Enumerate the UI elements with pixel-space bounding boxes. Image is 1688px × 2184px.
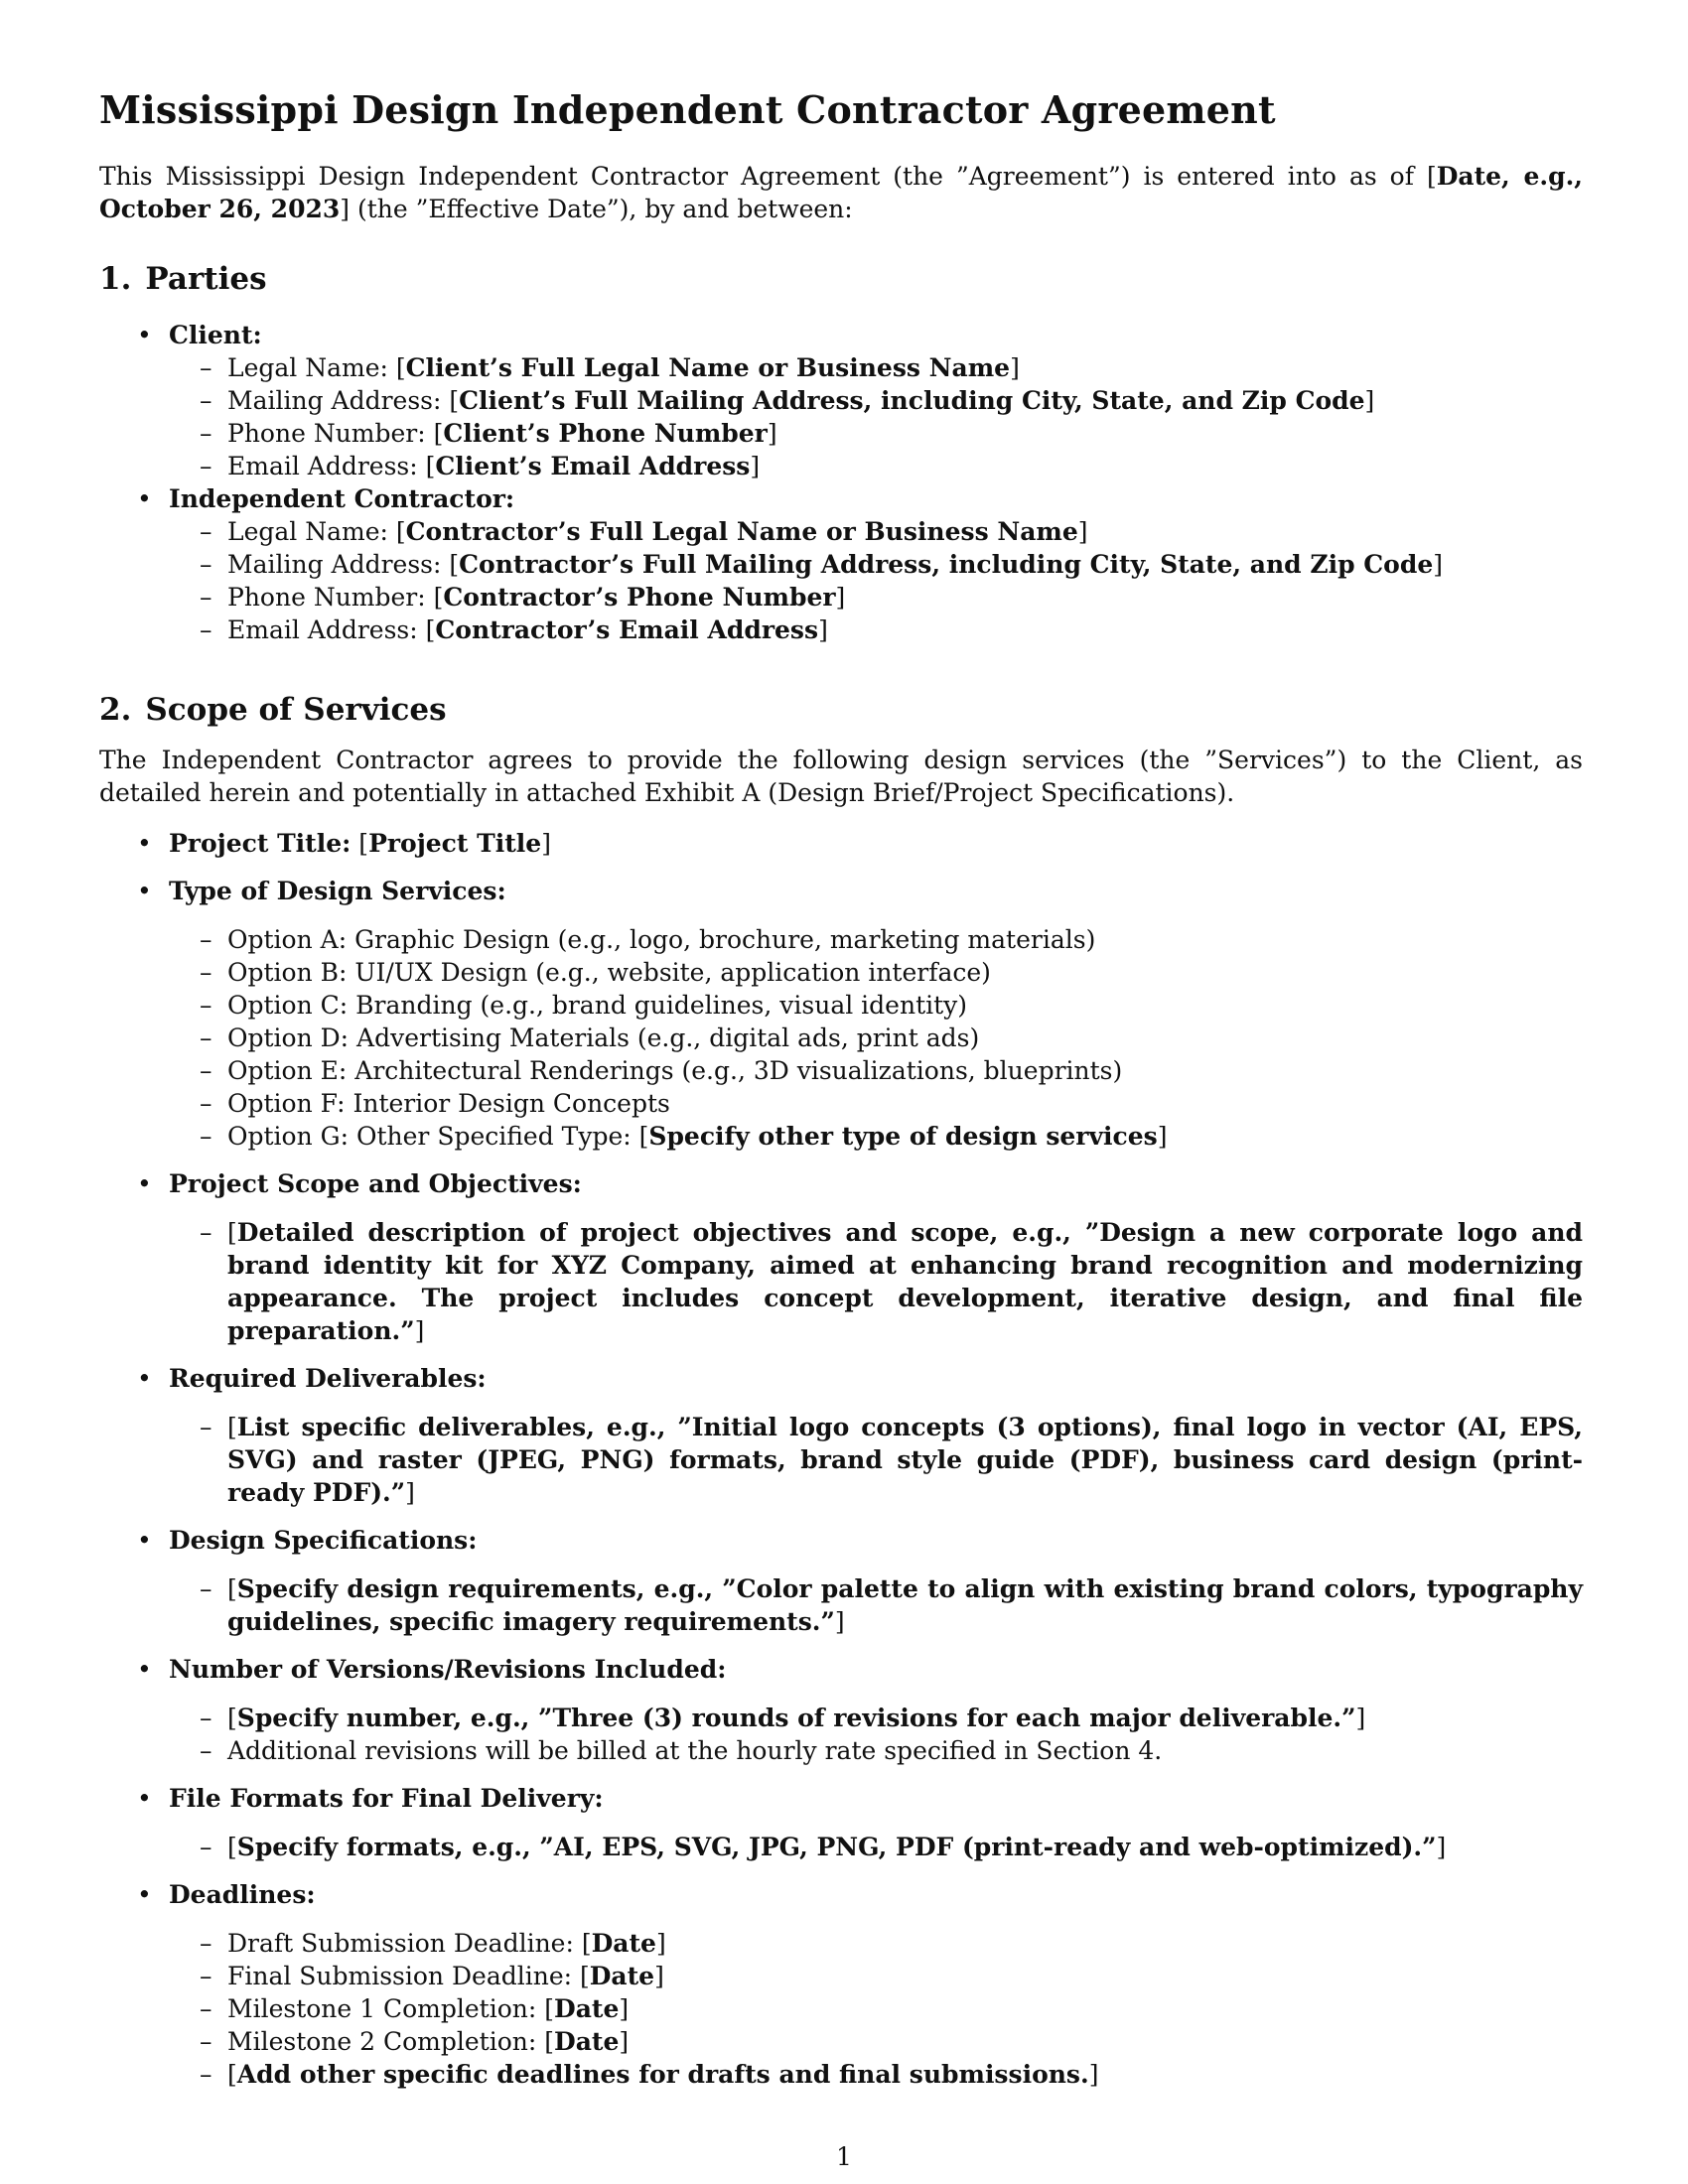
list-item: – Mailing Address: [Client’s Full Mailing Address, including City, State, and Zip Code] (169, 384, 1583, 417)
list-item: – [List specific deliverables, e.g., ”Initial logo concepts (3 options), final logo in vector (AI, EPS, SVG) and raster (JPEG, PNG) formats, brand style guide (PDF), business card design (print-ready PDF).”] (169, 1411, 1583, 1509)
list-item: • Required Deliverables: – [List specific deliverables, e.g., ”Initial logo concepts (3 options), final logo in vector (AI, EPS, SVG) and raster (JPEG, PNG) formats, brand style guide (PDF), business card design (print-ready PDF).”] (99, 1362, 1583, 1509)
list-item: • Type of Design Services: – Option A: Graphic Design (e.g., logo, brochure, marketing materials) – Option B: UI/UX Design (e.g., website, application interface) – Option C: Branding (e.g., brand guidelines, visual identity) – Option D: Advertising Materials (e.g., digital ads, print ads) – Option E: Architectural Renderings (e.g., 3D visualizations, blueprints) – Option F: Interior Design Concepts – Option G: Other Specified Type: [Specify other type of design services] (99, 875, 1583, 1153)
list-item: – Email Address: [Client’s Email Address] (169, 450, 1583, 482)
list-item: – Phone Number: [Client’s Phone Number] (169, 417, 1583, 450)
list-item: • Deadlines: – Draft Submission Deadline: [Date] – Final Submission Deadline: [Date] – Milestone 1 Completion: [Date] – Milestone 2 Completion: [Date] – [Add other specific deadlines for drafts and final submissions.] (99, 1878, 1583, 2091)
document-title: Mississippi Design Independent Contractor Agreement (99, 87, 1276, 132)
intro-paragraph (99, 160, 1583, 225)
client-fields (169, 351, 1583, 482)
list-item: – Milestone 2 Completion: [Date] (169, 2025, 1583, 2058)
list-item: – Draft Submission Deadline: [Date] (169, 1927, 1583, 1960)
contractor-fields (169, 515, 1583, 646)
page-number: 1 (836, 2142, 852, 2171)
list-item: – Option F: Interior Design Concepts (169, 1087, 1583, 1120)
list-item: • File Formats for Final Delivery: – [Specify formats, e.g., ”AI, EPS, SVG, JPG, PNG, PDF (print-ready and web-optimized).”] (99, 1782, 1583, 1863)
list-item: – Email Address: [Contractor’s Email Address] (169, 614, 1583, 646)
list-item: – Option A: Graphic Design (e.g., logo, brochure, marketing materials) (169, 923, 1583, 956)
list-item: – [Add other specific deadlines for drafts and final submissions.] (169, 2058, 1583, 2091)
deliverables-detail (169, 1411, 1583, 1509)
scope-intro: The Independent Contractor agrees to provide the following design services (the ”Services”) to the Client, as detailed herein and potentially in attached Exhibit A (Design Brief/Project Specifications). (99, 746, 1583, 807)
intro-text: This Mississippi Design Independent Contractor Agreement (the ”Agreement”) is entered into as of [ (99, 162, 1437, 191)
list-item: – Option G: Other Specified Type: [Specify other type of design services] (169, 1120, 1583, 1153)
list-item: – Legal Name: [Contractor’s Full Legal Name or Business Name] (169, 515, 1583, 548)
list-item: – Legal Name: [Client’s Full Legal Name or Business Name] (169, 351, 1583, 384)
specs-detail (169, 1572, 1583, 1638)
formats-detail (169, 1831, 1583, 1863)
list-item: – Milestone 1 Completion: [Date] (169, 1992, 1583, 2025)
list-item: – Additional revisions will be billed at the hourly rate specified in Section 4. (169, 1734, 1583, 1767)
list-item: – [Specify formats, e.g., ”AI, EPS, SVG, JPG, PNG, PDF (print-ready and web-optimized).”] (169, 1831, 1583, 1863)
list-item (99, 482, 1583, 646)
list-item: – Option B: UI/UX Design (e.g., website, application interface) (169, 956, 1583, 989)
list-item: – Option E: Architectural Renderings (e.g., 3D visualizations, blueprints) (169, 1054, 1583, 1087)
section-heading: 2. Scope of Services (99, 692, 447, 728)
scope-detail (169, 1216, 1583, 1347)
section-scope (99, 692, 1583, 2091)
revisions-detail (169, 1702, 1583, 1767)
list-item: – [Specify design requirements, e.g., ”Color palette to align with existing brand colors, typography guidelines, specific imagery requirements.”] (169, 1572, 1583, 1638)
list-item (99, 319, 1583, 482)
section-heading: 1. Parties (99, 261, 267, 297)
client-label: Client: (169, 321, 262, 349)
list-item: • Design Specifications: – [Specify design requirements, e.g., ”Color palette to align with existing brand colors, typography guidelines, specific imagery requirements.”] (99, 1524, 1583, 1638)
list-item: – Phone Number: [Contractor’s Phone Number] (169, 581, 1583, 614)
document-page (99, 87, 1583, 2106)
design-types-list (169, 923, 1583, 1153)
list-item: – [Specify number, e.g., ”Three (3) rounds of revisions for each major deliverable.”] (169, 1702, 1583, 1734)
deadlines-list (169, 1927, 1583, 2091)
scope-list (99, 827, 1583, 2091)
contractor-label: Independent Contractor: (169, 484, 515, 513)
list-item: • Project Scope and Objectives: – [Detailed description of project objectives and scope, e.g., ”Design a new corporate logo and brand identity kit for XYZ Company, aimed at enhancing brand recognition and modernizing appearance. The project includes concept development, iterative design, and final file preparation.”] (99, 1167, 1583, 1347)
intro-text-end: ] (the ”Effective Date”), by and between: (340, 195, 853, 223)
list-item: • Project Title: [Project Title] (99, 827, 1583, 860)
list-item: – [Detailed description of project objectives and scope, e.g., ”Design a new corporate logo and brand identity kit for XYZ Company, aimed at enhancing brand recognition and modernizing appearance. The project includes concept development, iterative design, and final file preparation.”] (169, 1216, 1583, 1347)
list-item: – Mailing Address: [Contractor’s Full Mailing Address, including City, State, and Zip Code] (169, 548, 1583, 581)
list-item: – Option D: Advertising Materials (e.g., digital ads, print ads) (169, 1022, 1583, 1054)
effective-date-placeholder: Date, e.g., October 26, 2023 (99, 162, 1583, 223)
parties-list (99, 319, 1583, 646)
list-item: – Final Submission Deadline: [Date] (169, 1960, 1583, 1992)
list-item: • Number of Versions/Revisions Included: – [Specify number, e.g., ”Three (3) rounds of revisions for each major deliverable.”] – Additional revisions will be billed at the hourly rate specified in Section 4. (99, 1653, 1583, 1767)
list-item: – Option C: Branding (e.g., brand guidelines, visual identity) (169, 989, 1583, 1022)
section-parties (99, 261, 1583, 646)
